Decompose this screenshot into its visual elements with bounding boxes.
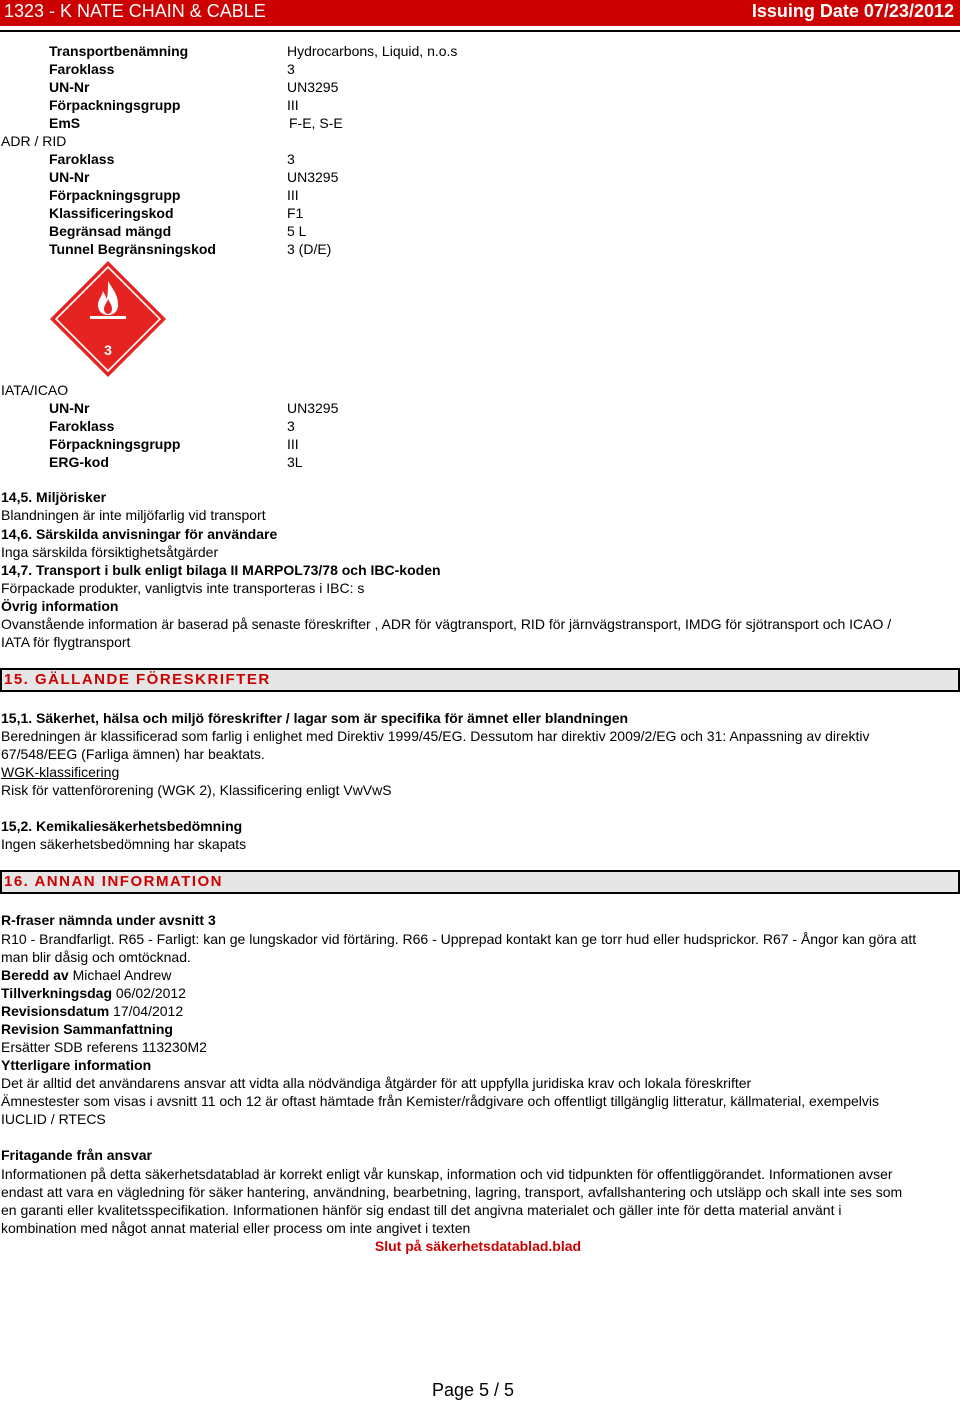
adr-value: 3	[287, 151, 295, 167]
product-name: 1323 - K NATE CHAIN & CABLE	[4, 1, 266, 21]
imdg-key: Transportbenämning	[49, 43, 189, 59]
manufacture-date-value: 06/02/2012	[115, 985, 186, 1001]
iata-value: III	[287, 436, 299, 452]
section-16-header	[0, 870, 960, 894]
iata-key: Förpackningsgrupp	[49, 436, 181, 452]
other-info-heading: Övrig information	[1, 598, 119, 614]
r-phrases-text: man blir dåsig och omtöcknad.	[1, 949, 191, 965]
text-14-6: Inga särskilda försiktighetsåtgärder	[1, 544, 219, 560]
prepared-by	[1, 966, 957, 984]
additional-info-text: Ämnestester som visas i avsnitt 11 och 12 är oftast hämtade från Kemister/rådgivare och offentligt tillgänglig litteratur, källmaterial, exempelvis	[1, 1093, 880, 1109]
prepared-by-value: Michael Andrew	[72, 967, 172, 983]
end-of-sheet-text: Slut på säkerhetsdatablad.blad	[374, 1238, 582, 1254]
section-15-header	[0, 668, 960, 692]
text-14-5: Blandningen är inte miljöfarlig vid transport	[1, 507, 266, 523]
manufacture-date	[1, 984, 957, 1002]
imdg-value: Hydrocarbons, Liquid, n.o.s	[287, 43, 458, 59]
adr-value: UN3295	[287, 169, 339, 185]
iata-title: IATA/ICAO	[1, 382, 69, 398]
prepared-by-label: Beredd av	[1, 967, 69, 983]
text-15-2: Ingen säkerhetsbedömning har skapats	[1, 836, 247, 852]
adr-value: F1	[287, 205, 304, 221]
pictogram-class-number: 3	[104, 342, 112, 358]
other-info-text: Ovanstående information är baserad på senaste föreskrifter , ADR för vägtransport, RID för järnvägstransport, IMDG för sjötransport och ICAO /	[1, 616, 892, 632]
section-15-title: 15. GÄLLANDE FÖRESKRIFTER	[4, 671, 271, 688]
issuing-date: Issuing Date 07/23/2012	[751, 1, 954, 21]
adr-key: Tunnel Begränsningskod	[49, 241, 216, 257]
imdg-key: Förpackningsgrupp	[49, 97, 181, 113]
imdg-value: 3	[287, 61, 295, 77]
adr-key: Förpackningsgrupp	[49, 187, 181, 203]
revision-date	[1, 1002, 957, 1020]
additional-info-text: Det är alltid det användarens ansvar att vidta alla nödvändiga åtgärder för att uppfylla juridiska krav och lokala föreskrifter	[1, 1075, 752, 1091]
wgk-heading: WGK-klassificering	[1, 764, 120, 780]
iata-key: UN-Nr	[49, 400, 90, 416]
adr-key: Faroklass	[49, 151, 115, 167]
disclaimer-text: kombination med något annat material eller process om inte angivet i texten	[1, 1220, 471, 1236]
wgk-text: Risk för vattenförorening (WGK 2), Klassificering enligt VwVwS	[1, 782, 392, 798]
adr-key: Begränsad mängd	[49, 223, 172, 239]
additional-info-heading: Ytterligare information	[1, 1057, 152, 1073]
revision-date-value: 17/04/2012	[113, 1003, 184, 1019]
additional-info-text: IUCLID / RTECS	[1, 1111, 106, 1127]
flammable-liquid-pictogram-icon	[48, 259, 168, 379]
r-phrases-heading: R-fraser nämnda under avsnitt 3	[1, 912, 216, 928]
imdg-value: III	[287, 97, 299, 113]
heading-15-1: 15,1. Säkerhet, hälsa och miljö föreskrifter / lagar som är specifika för ämnet eller blandningen	[1, 710, 629, 726]
heading-14-5: 14,5. Miljörisker	[1, 489, 107, 505]
revision-date-label: Revisionsdatum	[1, 1003, 110, 1019]
adr-value: 5 L	[287, 223, 307, 239]
disclaimer-text: en garanti eller kvalitetsspecifikation. Informationen hänför sig endast till det angivna materialet och gäller inte för detta material använt i	[1, 1202, 842, 1218]
iata-value: UN3295	[287, 400, 339, 416]
heading-14-6: 14,6. Särskilda anvisningar för användare	[1, 526, 278, 542]
imdg-key: UN-Nr	[49, 79, 90, 95]
section-16-title: 16. ANNAN INFORMATION	[4, 873, 223, 890]
other-info-text: IATA för flygtransport	[1, 634, 131, 650]
text-15-1: Beredningen är klassificerad som farlig i enlighet med Direktiv 1999/45/EG. Dessutom har direktiv 2009/2/EG och 31: Anpassning av direktiv	[1, 728, 870, 744]
text-14-7: Förpackade produkter, vanligtvis inte transporteras i IBC: s	[1, 580, 365, 596]
imdg-key: EmS	[49, 115, 81, 131]
disclaimer-text: Informationen på detta säkerhetsdatablad är korrekt enligt vår kunskap, information och vid tidpunkten för offentliggörandet. Informationen avser	[1, 1166, 893, 1182]
manufacture-date-label: Tillverkningsdag	[1, 985, 112, 1001]
heading-14-7: 14,7. Transport i bulk enligt bilaga II MARPOL73/78 och IBC-koden	[1, 562, 441, 578]
iata-key: ERG-kod	[49, 454, 109, 470]
adr-value: 3 (D/E)	[287, 241, 332, 257]
iata-value: 3L	[287, 454, 303, 470]
adr-title: ADR / RID	[1, 133, 67, 149]
adr-key: Klassificeringskod	[49, 205, 174, 221]
revision-summary-heading: Revision Sammanfattning	[1, 1021, 173, 1037]
document-header	[0, 0, 960, 26]
page-number: Page 5 / 5	[431, 1380, 515, 1400]
imdg-value: UN3295	[287, 79, 339, 95]
disclaimer-heading: Fritagande från ansvar	[1, 1147, 152, 1163]
imdg-value: F-E, S-E	[289, 115, 343, 131]
adr-key: UN-Nr	[49, 169, 90, 185]
iata-key: Faroklass	[49, 418, 115, 434]
imdg-key: Faroklass	[49, 61, 115, 77]
text-15-1: 67/548/EEG (Farliga ämnen) har beaktats.	[1, 746, 265, 762]
iata-value: 3	[287, 418, 295, 434]
revision-summary-text: Ersätter SDB referens 113230M2	[1, 1039, 207, 1055]
heading-15-2: 15,2. Kemikaliesäkerhetsbedömning	[1, 818, 243, 834]
r-phrases-text: R10 - Brandfarligt. R65 - Farligt: kan ge lungskador vid förtäring. R66 - Upprepad kontakt kan ge torr hud eller hudsprickor. R67 - Ångor kan göra att	[1, 931, 917, 947]
header-divider	[0, 30, 960, 32]
adr-value: III	[287, 187, 299, 203]
disclaimer-text: endast att vara en vägledning för säker hantering, användning, bearbetning, lagring, transport, avfallshantering och utsläpp och skall inte ses som	[1, 1184, 903, 1200]
